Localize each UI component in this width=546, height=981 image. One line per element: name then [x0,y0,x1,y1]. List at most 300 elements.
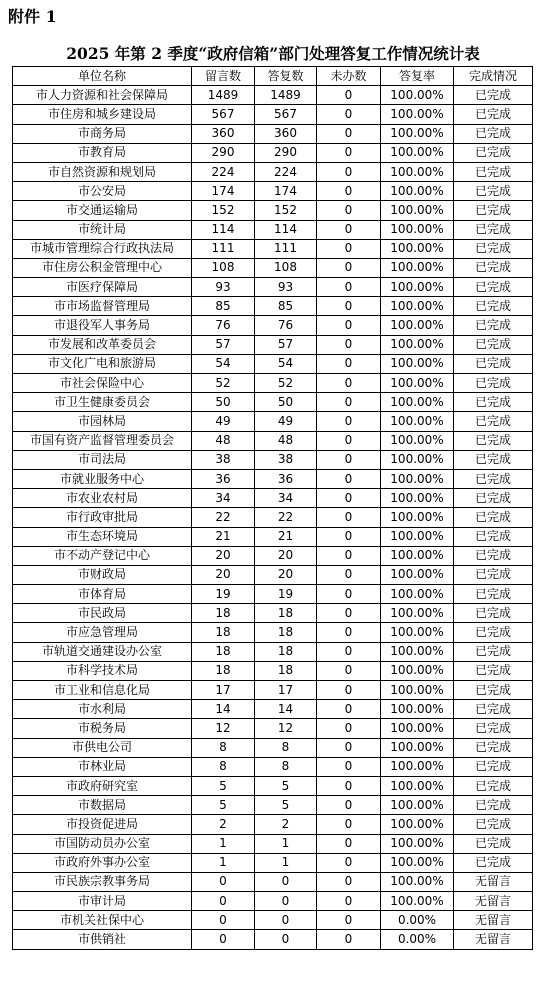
pending-count-cell: 0 [317,623,381,642]
completion-status-cell: 已完成 [454,393,533,412]
table-row [13,162,533,181]
table-row [13,719,533,738]
reply-rate-cell: 100.00% [381,623,454,642]
table-row [13,297,533,316]
unit-name-cell: 市国防动员办公室 [13,834,192,853]
reply-count-cell: 0 [255,872,317,891]
unit-name-cell: 市农业农村局 [13,489,192,508]
pending-count-cell: 0 [317,105,381,124]
table-row [13,220,533,239]
unit-name-cell: 市社会保险中心 [13,374,192,393]
message-count-cell: 5 [192,776,255,795]
table-row [13,681,533,700]
unit-name-cell: 市财政局 [13,565,192,584]
completion-status-cell: 无留言 [454,872,533,891]
reply-rate-cell: 100.00% [381,316,454,335]
reply-count-cell: 5 [255,796,317,815]
reply-count-cell: 76 [255,316,317,335]
reply-rate-cell: 100.00% [381,642,454,661]
reply-count-cell: 34 [255,489,317,508]
reply-count-cell: 152 [255,201,317,220]
pending-count-cell: 0 [317,201,381,220]
table-row [13,489,533,508]
reply-rate-cell: 100.00% [381,431,454,450]
message-count-cell: 2 [192,815,255,834]
table-row [13,239,533,258]
reply-rate-cell: 100.00% [381,412,454,431]
reply-rate-cell: 0.00% [381,911,454,930]
message-count-cell: 1 [192,853,255,872]
reply-count-cell: 108 [255,258,317,277]
pending-count-cell: 0 [317,182,381,201]
pending-count-cell: 0 [317,546,381,565]
completion-status-cell: 已完成 [454,182,533,201]
reply-rate-cell: 100.00% [381,700,454,719]
message-count-cell: 1489 [192,86,255,105]
header-message-count: 留言数 [192,67,255,86]
reply-count-cell: 114 [255,220,317,239]
unit-name-cell: 市国有资产监督管理委员会 [13,431,192,450]
unit-name-cell: 市体育局 [13,585,192,604]
completion-status-cell: 已完成 [454,450,533,469]
table-row [13,258,533,277]
table-row [13,642,533,661]
reply-rate-cell: 100.00% [381,776,454,795]
reply-count-cell: 54 [255,354,317,373]
pending-count-cell: 0 [317,738,381,757]
completion-status-cell: 已完成 [454,412,533,431]
unit-name-cell: 市工业和信息化局 [13,681,192,700]
message-count-cell: 1 [192,834,255,853]
pending-count-cell: 0 [317,489,381,508]
pending-count-cell: 0 [317,162,381,181]
reply-count-cell: 22 [255,508,317,527]
pending-count-cell: 0 [317,297,381,316]
pending-count-cell: 0 [317,585,381,604]
reply-rate-cell: 100.00% [381,124,454,143]
completion-status-cell: 已完成 [454,162,533,181]
unit-name-cell: 市不动产登记中心 [13,546,192,565]
reply-rate-cell: 100.00% [381,469,454,488]
pending-count-cell: 0 [317,700,381,719]
pending-count-cell: 0 [317,853,381,872]
pending-count-cell: 0 [317,412,381,431]
reply-count-cell: 12 [255,719,317,738]
completion-status-cell: 已完成 [454,565,533,584]
message-count-cell: 18 [192,604,255,623]
reply-count-cell: 0 [255,930,317,949]
header-reply-count: 答复数 [255,67,317,86]
table-row [13,700,533,719]
reply-count-cell: 1489 [255,86,317,105]
pending-count-cell: 0 [317,527,381,546]
unit-name-cell: 市科学技术局 [13,661,192,680]
completion-status-cell: 已完成 [454,661,533,680]
pending-count-cell: 0 [317,239,381,258]
unit-name-cell: 市投资促进局 [13,815,192,834]
pending-count-cell: 0 [317,604,381,623]
completion-status-cell: 已完成 [454,508,533,527]
message-count-cell: 17 [192,681,255,700]
table-row [13,450,533,469]
pending-count-cell: 0 [317,892,381,911]
reply-rate-cell: 100.00% [381,834,454,853]
reply-count-cell: 18 [255,604,317,623]
completion-status-cell: 已完成 [454,815,533,834]
unit-name-cell: 市住房和城乡建设局 [13,105,192,124]
reply-count-cell: 49 [255,412,317,431]
reply-rate-cell: 100.00% [381,527,454,546]
message-count-cell: 14 [192,700,255,719]
reply-count-cell: 20 [255,546,317,565]
reply-rate-cell: 100.00% [381,239,454,258]
completion-status-cell: 已完成 [454,431,533,450]
reply-count-cell: 174 [255,182,317,201]
completion-status-cell: 已完成 [454,642,533,661]
message-count-cell: 152 [192,201,255,220]
reply-count-cell: 5 [255,776,317,795]
table-row [13,431,533,450]
reply-count-cell: 21 [255,527,317,546]
reply-rate-cell: 100.00% [381,719,454,738]
table-row [13,892,533,911]
table-row [13,182,533,201]
reply-count-cell: 111 [255,239,317,258]
pending-count-cell: 0 [317,776,381,795]
reply-count-cell: 52 [255,374,317,393]
table-row [13,374,533,393]
unit-name-cell: 市民政局 [13,604,192,623]
completion-status-cell: 已完成 [454,719,533,738]
completion-status-cell: 已完成 [454,776,533,795]
message-count-cell: 108 [192,258,255,277]
message-count-cell: 0 [192,892,255,911]
reply-rate-cell: 100.00% [381,393,454,412]
statistics-table [12,66,533,950]
reply-rate-cell: 100.00% [381,182,454,201]
header-unit-name: 单位名称 [13,67,192,86]
reply-rate-cell: 100.00% [381,815,454,834]
reply-rate-cell: 100.00% [381,374,454,393]
unit-name-cell: 市民族宗教事务局 [13,872,192,891]
pending-count-cell: 0 [317,757,381,776]
completion-status-cell: 已完成 [454,489,533,508]
table-row [13,930,533,949]
reply-count-cell: 17 [255,681,317,700]
table-row [13,201,533,220]
table-row [13,604,533,623]
unit-name-cell: 市审计局 [13,892,192,911]
pending-count-cell: 0 [317,796,381,815]
pending-count-cell: 0 [317,86,381,105]
pending-count-cell: 0 [317,450,381,469]
unit-name-cell: 市行政审批局 [13,508,192,527]
message-count-cell: 19 [192,585,255,604]
reply-rate-cell: 100.00% [381,604,454,623]
table-row [13,508,533,527]
reply-count-cell: 8 [255,738,317,757]
table-row [13,796,533,815]
reply-rate-cell: 100.00% [381,757,454,776]
reply-rate-cell: 100.00% [381,853,454,872]
unit-name-cell: 市税务局 [13,719,192,738]
pending-count-cell: 0 [317,220,381,239]
completion-status-cell: 已完成 [454,374,533,393]
completion-status-cell: 无留言 [454,911,533,930]
pending-count-cell: 0 [317,354,381,373]
reply-rate-cell: 100.00% [381,450,454,469]
reply-count-cell: 50 [255,393,317,412]
reply-count-cell: 290 [255,143,317,162]
reply-rate-cell: 100.00% [381,162,454,181]
table-row [13,738,533,757]
completion-status-cell: 已完成 [454,297,533,316]
message-count-cell: 76 [192,316,255,335]
table-row [13,776,533,795]
unit-name-cell: 市政府外事办公室 [13,853,192,872]
reply-count-cell: 38 [255,450,317,469]
table-row [13,354,533,373]
message-count-cell: 21 [192,527,255,546]
message-count-cell: 34 [192,489,255,508]
unit-name-cell: 市就业服务中心 [13,469,192,488]
unit-name-cell: 市市场监督管理局 [13,297,192,316]
pending-count-cell: 0 [317,719,381,738]
header-pending-count: 未办数 [317,67,381,86]
completion-status-cell: 已完成 [454,527,533,546]
unit-name-cell: 市机关社保中心 [13,911,192,930]
pending-count-cell: 0 [317,508,381,527]
reply-count-cell: 20 [255,565,317,584]
pending-count-cell: 0 [317,431,381,450]
message-count-cell: 22 [192,508,255,527]
reply-count-cell: 0 [255,911,317,930]
reply-rate-cell: 100.00% [381,201,454,220]
message-count-cell: 85 [192,297,255,316]
unit-name-cell: 市应急管理局 [13,623,192,642]
reply-rate-cell: 100.00% [381,585,454,604]
message-count-cell: 290 [192,143,255,162]
completion-status-cell: 已完成 [454,623,533,642]
table-row [13,335,533,354]
reply-rate-cell: 100.00% [381,297,454,316]
annex-label: 附件 1 [8,7,57,26]
reply-count-cell: 224 [255,162,317,181]
message-count-cell: 36 [192,469,255,488]
completion-status-cell: 已完成 [454,335,533,354]
unit-name-cell: 市人力资源和社会保障局 [13,86,192,105]
reply-rate-cell: 100.00% [381,661,454,680]
completion-status-cell: 已完成 [454,143,533,162]
message-count-cell: 114 [192,220,255,239]
message-count-cell: 0 [192,911,255,930]
message-count-cell: 174 [192,182,255,201]
completion-status-cell: 已完成 [454,546,533,565]
reply-rate-cell: 0.00% [381,930,454,949]
unit-name-cell: 市林业局 [13,757,192,776]
reply-rate-cell: 100.00% [381,105,454,124]
header-reply-rate: 答复率 [381,67,454,86]
reply-count-cell: 8 [255,757,317,776]
completion-status-cell: 已完成 [454,278,533,297]
table-row [13,834,533,853]
reply-rate-cell: 100.00% [381,508,454,527]
completion-status-cell: 已完成 [454,700,533,719]
pending-count-cell: 0 [317,565,381,584]
unit-name-cell: 市交通运输局 [13,201,192,220]
message-count-cell: 5 [192,796,255,815]
unit-name-cell: 市自然资源和规划局 [13,162,192,181]
pending-count-cell: 0 [317,642,381,661]
pending-count-cell: 0 [317,469,381,488]
reply-rate-cell: 100.00% [381,258,454,277]
reply-rate-cell: 100.00% [381,489,454,508]
pending-count-cell: 0 [317,393,381,412]
unit-name-cell: 市城市管理综合行政执法局 [13,239,192,258]
message-count-cell: 54 [192,354,255,373]
pending-count-cell: 0 [317,278,381,297]
unit-name-cell: 市医疗保障局 [13,278,192,297]
unit-name-cell: 市卫生健康委员会 [13,393,192,412]
completion-status-cell: 已完成 [454,220,533,239]
table-row [13,143,533,162]
reply-count-cell: 93 [255,278,317,297]
message-count-cell: 50 [192,393,255,412]
unit-name-cell: 市园林局 [13,412,192,431]
reply-count-cell: 85 [255,297,317,316]
table-row [13,585,533,604]
message-count-cell: 224 [192,162,255,181]
header-completion-status: 完成情况 [454,67,533,86]
completion-status-cell: 已完成 [454,853,533,872]
table-row [13,565,533,584]
pending-count-cell: 0 [317,815,381,834]
reply-rate-cell: 100.00% [381,143,454,162]
table-row [13,105,533,124]
pending-count-cell: 0 [317,930,381,949]
reply-count-cell: 18 [255,623,317,642]
completion-status-cell: 已完成 [454,124,533,143]
message-count-cell: 20 [192,565,255,584]
unit-name-cell: 市司法局 [13,450,192,469]
reply-rate-cell: 100.00% [381,872,454,891]
unit-name-cell: 市数据局 [13,796,192,815]
reply-count-cell: 19 [255,585,317,604]
unit-name-cell: 市商务局 [13,124,192,143]
message-count-cell: 20 [192,546,255,565]
completion-status-cell: 已完成 [454,258,533,277]
table-row [13,853,533,872]
completion-status-cell: 已完成 [454,469,533,488]
pending-count-cell: 0 [317,661,381,680]
unit-name-cell: 市供电公司 [13,738,192,757]
table-row [13,412,533,431]
reply-rate-cell: 100.00% [381,565,454,584]
message-count-cell: 57 [192,335,255,354]
reply-rate-cell: 100.00% [381,681,454,700]
pending-count-cell: 0 [317,335,381,354]
table-row [13,872,533,891]
reply-count-cell: 1 [255,853,317,872]
unit-name-cell: 市公安局 [13,182,192,201]
pending-count-cell: 0 [317,316,381,335]
completion-status-cell: 已完成 [454,738,533,757]
table-row [13,911,533,930]
reply-rate-cell: 100.00% [381,892,454,911]
unit-name-cell: 市生态环境局 [13,527,192,546]
unit-name-cell: 市教育局 [13,143,192,162]
reply-rate-cell: 100.00% [381,354,454,373]
reply-count-cell: 0 [255,892,317,911]
table-row [13,527,533,546]
pending-count-cell: 0 [317,872,381,891]
unit-name-cell: 市文化广电和旅游局 [13,354,192,373]
page-title: 2025 年第 2 季度“政府信箱”部门处理答复工作情况统计表 [66,44,480,63]
completion-status-cell: 已完成 [454,201,533,220]
unit-name-cell: 市住房公积金管理中心 [13,258,192,277]
reply-count-cell: 36 [255,469,317,488]
reply-rate-cell: 100.00% [381,335,454,354]
message-count-cell: 360 [192,124,255,143]
completion-status-cell: 已完成 [454,834,533,853]
completion-status-cell: 已完成 [454,796,533,815]
completion-status-cell: 无留言 [454,892,533,911]
reply-rate-cell: 100.00% [381,796,454,815]
table-row [13,316,533,335]
table-row [13,469,533,488]
message-count-cell: 49 [192,412,255,431]
reply-count-cell: 2 [255,815,317,834]
completion-status-cell: 已完成 [454,239,533,258]
pending-count-cell: 0 [317,834,381,853]
unit-name-cell: 市退役军人事务局 [13,316,192,335]
message-count-cell: 48 [192,431,255,450]
table-row [13,393,533,412]
message-count-cell: 567 [192,105,255,124]
completion-status-cell: 已完成 [454,105,533,124]
pending-count-cell: 0 [317,258,381,277]
reply-count-cell: 48 [255,431,317,450]
unit-name-cell: 市发展和改革委员会 [13,335,192,354]
message-count-cell: 18 [192,642,255,661]
reply-rate-cell: 100.00% [381,220,454,239]
pending-count-cell: 0 [317,124,381,143]
table-row [13,623,533,642]
message-count-cell: 18 [192,623,255,642]
reply-count-cell: 360 [255,124,317,143]
reply-rate-cell: 100.00% [381,86,454,105]
table-row [13,546,533,565]
message-count-cell: 12 [192,719,255,738]
table-header-row [13,67,533,86]
message-count-cell: 111 [192,239,255,258]
reply-rate-cell: 100.00% [381,278,454,297]
reply-count-cell: 57 [255,335,317,354]
message-count-cell: 0 [192,930,255,949]
message-count-cell: 0 [192,872,255,891]
message-count-cell: 8 [192,757,255,776]
pending-count-cell: 0 [317,143,381,162]
unit-name-cell: 市供销社 [13,930,192,949]
completion-status-cell: 已完成 [454,757,533,776]
table-body [13,86,533,949]
pending-count-cell: 0 [317,911,381,930]
pending-count-cell: 0 [317,374,381,393]
completion-status-cell: 已完成 [454,681,533,700]
completion-status-cell: 已完成 [454,585,533,604]
table-row [13,86,533,105]
message-count-cell: 18 [192,661,255,680]
